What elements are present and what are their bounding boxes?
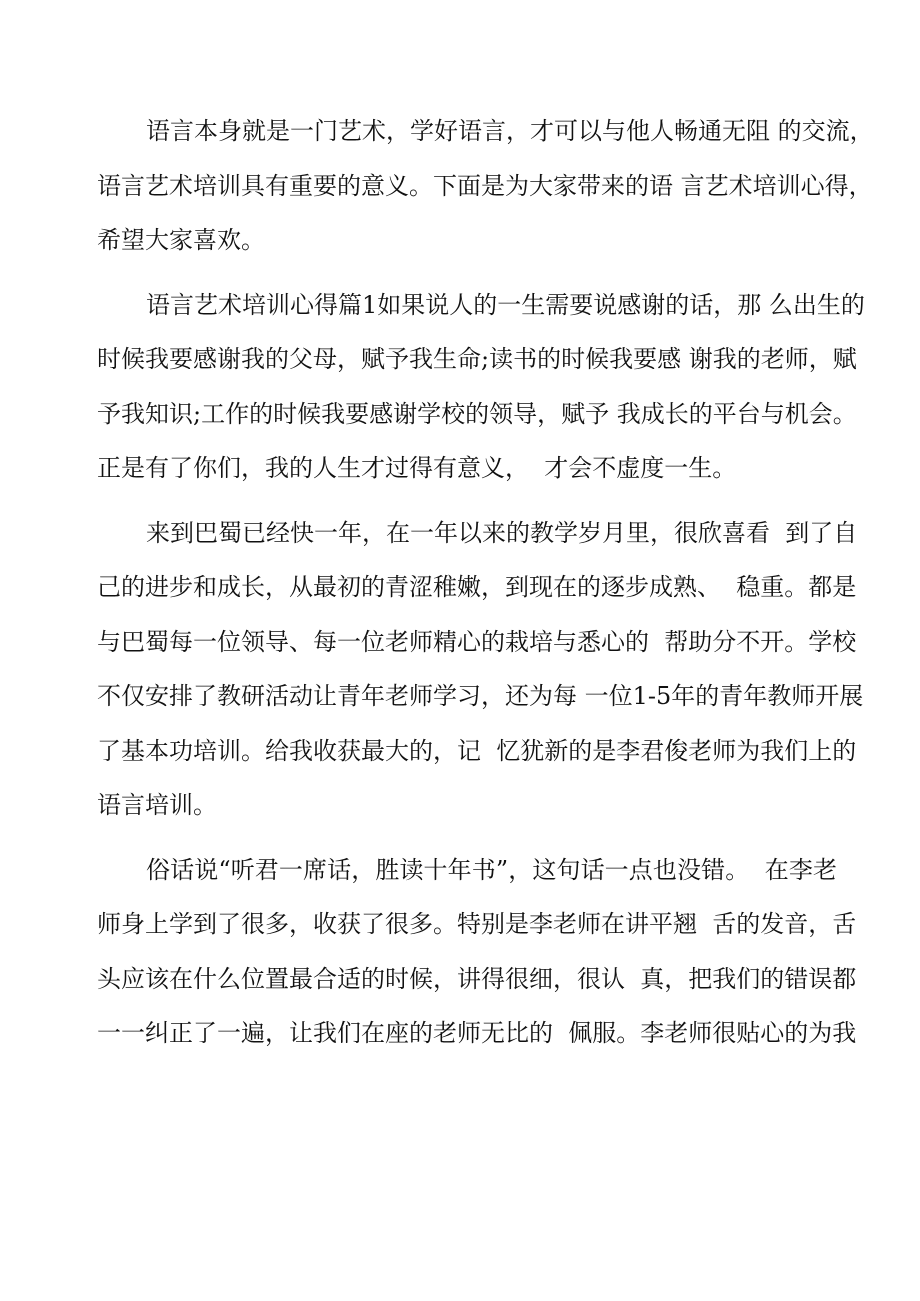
document-body (97, 104, 874, 1061)
text-line: 头应该在什么位置最合适的时候，讲得很细，很认 真，把我们的错误都 (97, 964, 857, 993)
text-line: 予我知识;工作的时候我要感谢学校的领导，赋予 我成长的平台与机会。 (97, 399, 857, 428)
text-line: 来到巴蜀已经快一年，在一年以来的教学岁月里，很欣喜看 到了自 (146, 518, 858, 547)
text-line: 俗话说“听君一席话，胜读十年书”，这句话一点也没错。 在李老 (146, 855, 837, 884)
paragraph-growth (97, 506, 864, 833)
text-line: 时候我要感谢我的父母，赋予我生命;读书的时候我要感 谢我的老师，赋 (97, 345, 857, 373)
text-line: 语言培训。 (97, 791, 217, 819)
text-line: 己的进步和成长，从最初的青涩稚嫩，到现在的逐步成熟、 稳重。都是 (97, 573, 857, 601)
paragraph-intro (97, 104, 874, 268)
text-line: 语言本身就是一门艺术，学好语言，才可以与他人畅通无阻 的交流， (146, 117, 874, 145)
text-line: 语言艺术培训心得篇1如果说人的一生需要说感谢的话，那 么出生的 (146, 290, 865, 319)
text-line: 不仅安排了教研活动让青年老师学习，还为每 一位1-5年的青年教师开展 (97, 682, 864, 710)
text-line: 语言艺术培训具有重要的意义。下面是为大家带来的语 言艺术培训心得， (97, 171, 873, 200)
paragraph-gratitude (97, 278, 865, 496)
text-line: 师身上学到了很多，收获了很多。特别是李老师在讲平翘 舌的发音，舌 (97, 910, 857, 938)
text-line: 正是有了你们，我的人生才过得有意义， 才会不虚度一生。 (97, 454, 737, 482)
text-line: 了基本功培训。给我收获最大的，记 忆犹新的是李君俊老师为我们上的 (97, 736, 857, 765)
text-line: 一一纠正了一遍，让我们在座的老师无比的 佩服。李老师很贴心的为我 (97, 1019, 857, 1047)
paragraph-proverb (97, 843, 857, 1061)
text-line: 与巴蜀每一位领导、每一位老师精心的栽培与悉心的 帮助分不开。学校 (97, 627, 857, 656)
text-line: 希望大家喜欢。 (97, 226, 265, 254)
